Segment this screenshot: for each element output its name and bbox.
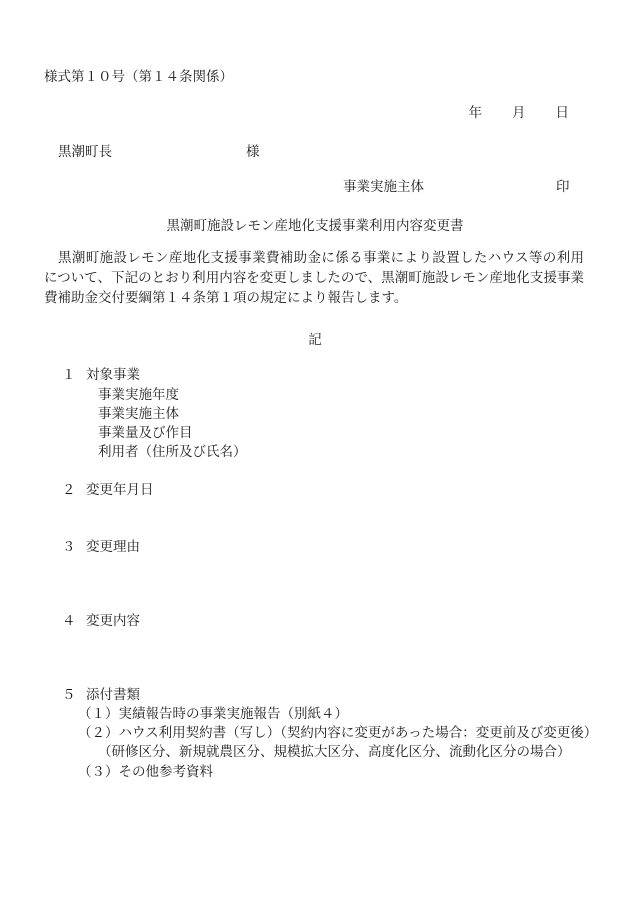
date-line	[469, 107, 570, 121]
attachment-item: （２）ハウス利用契約書（写し）（契約内容に変更があった場合：変更前及び変更後）	[78, 725, 598, 741]
section-label: 変更内容	[86, 613, 140, 629]
attachment-item: （１）実績報告時の事業実施報告（別紙４）	[78, 706, 348, 722]
addressee-honorific: 様	[246, 144, 260, 160]
body-paragraph: 黒潮町施設レモン産地化支援事業費補助金に係る事業により設置したハウス等の利用について、下記のとおり利用内容を変更しましたので、黒潮町施設レモン産地化支援事業費補助金交付要綱第１４条第１項の規定により報告します。	[44, 250, 584, 306]
attachment-note: （研修区分、新規就農区分、規模拡大区分、高度化区分、流動化区分の場合）	[98, 744, 571, 760]
section-number: ５	[62, 687, 76, 703]
date-month-label: 月	[512, 105, 526, 121]
section-number: ３	[62, 539, 76, 555]
applicant-line	[343, 179, 570, 195]
attachment-item: （３）その他参考資料	[78, 764, 213, 780]
seal-mark: 印	[556, 179, 570, 195]
section-1-item: 事業実施年度	[98, 387, 179, 403]
section-label: 添付書類	[86, 687, 140, 703]
date-day-label: 日	[555, 105, 569, 121]
date-year-label: 年	[468, 105, 482, 121]
addressee-line	[58, 144, 260, 160]
section-number: １	[62, 367, 76, 383]
section-number: ２	[62, 482, 76, 498]
ki-marker: 記	[308, 332, 322, 348]
section-label: 変更理由	[86, 539, 140, 555]
addressee-name: 黒潮町長	[58, 144, 112, 160]
form-number: 様式第１０号（第１４条関係）	[44, 69, 233, 85]
document-title: 黒潮町施設レモン産地化支援事業利用内容変更書	[166, 218, 464, 234]
applicant-label: 事業実施主体	[343, 179, 424, 195]
section-label: 対象事業	[86, 367, 140, 383]
section-1-item: 事業実施主体	[98, 406, 179, 422]
section-1-item: 利用者（住所及び氏名）	[98, 444, 247, 460]
section-1-item: 事業量及び作目	[98, 425, 193, 441]
section-number: ４	[62, 613, 76, 629]
section-label: 変更年月日	[86, 482, 154, 498]
